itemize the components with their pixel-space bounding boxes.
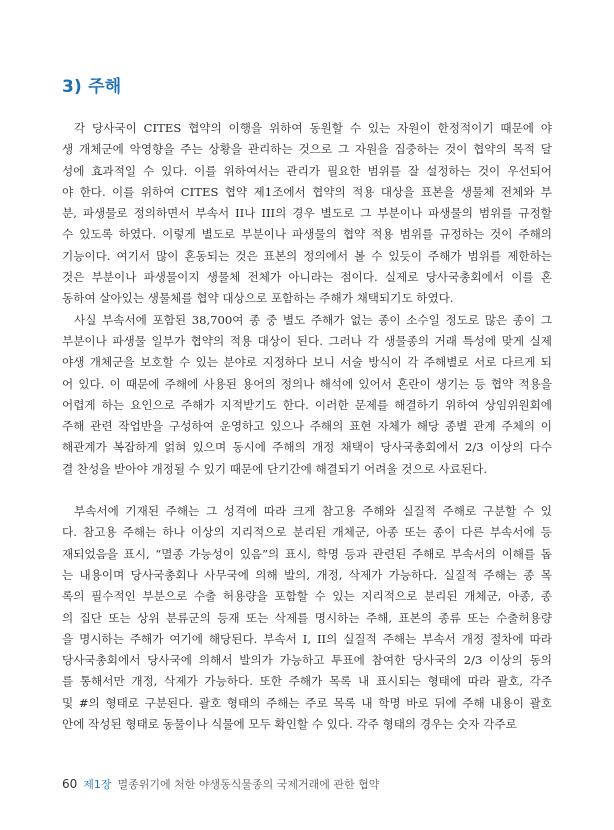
text-line: 을 명시하는 주해가 여기에 해당된다. 부속서 I, II의 실질적 주해는 부속서 개정 절차에 따라 (62, 631, 552, 646)
text-line: 수 있도록 하였다. 이렇게 별도로 부분이나 파생물의 협약 적용 범위를 규정하는 것이 주해의 (62, 227, 552, 242)
text-line: 사실 부속서에 포함된 38,700여 종 중 별도 주해가 없는 종이 소수일 정도로 많은 종이 그 (74, 312, 552, 327)
text-line: 기능이다. 여기서 많이 혼동되는 것은 표본의 정의에서 볼 수 있듯이 주해가 범위를 제한하는 (62, 248, 552, 263)
text-line: 야생 개체군을 보호할 수 있는 분야로 지정하다 보니 서술 방식이 각 주해별로 서로 다르게 되 (62, 355, 552, 370)
text-line: 생 개체군에 악영향을 주는 상황을 관리하는 것으로 그 자원을 집중하는 것이 협약의 목적 달 (62, 142, 552, 157)
text-line: 재되었음을 표시, “멸종 가능성이 있음”의 표시, 학명 등과 관련된 주해로 부속서의 이해를 돕 (62, 546, 552, 561)
text-line: 당사국총회에서 당사국에 의해서 발의가 가능하고 투표에 참여한 당사국의 2/3 이상의 동의 (62, 653, 552, 668)
text-line: 어렵게 하는 요인으로 주해가 지적받기도 한다. 이러한 문제를 해결하기 위하여 상임위원회에 (62, 397, 552, 412)
text-line: 다. 참고용 주해는 하나 이상의 지리적으로 분리된 개체군, 아종 또는 종이 다른 부속서에 등 (62, 525, 552, 540)
text-line: 안에 작성된 형태로 동물이나 식물에 모두 확인할 수 있다. 각주 형태의 경우는 숫자 각주로 (62, 717, 517, 732)
page-number: 60 (62, 777, 78, 791)
text-line: 분, 파생물로 정의하면서 부속서 II나 III의 경우 별도로 그 부분이나 파생물의 범위를 규정할 (62, 206, 552, 221)
text-line: 를 통해서만 개정, 삭제가 가능하다. 또한 주해가 목록 내 표시되는 형태에 따라 괄호, 각주 (62, 674, 552, 689)
text-line: 동하여 살아있는 생물체를 협약 대상으로 포함하는 주해가 채택되기도 하였다. (62, 291, 454, 306)
paragraph-gap (62, 480, 552, 501)
page-footer (62, 776, 379, 792)
paragraph-3 (62, 501, 552, 735)
text-line: 성에 효과적일 수 있다. 이를 위하여서는 관리가 필요한 범위를 잘 설정하는 것이 우선되어 (62, 163, 552, 178)
text-line: 주해 관련 작업반을 구성하여 운영하고 있으나 주해의 표현 자체가 해당 종별 관계 주체의 이 (62, 419, 552, 434)
text-line: 야 한다. 이를 위하여 CITES 협약 제1조에서 협약의 적용 대상을 표본을 생물체 전체와 부 (62, 184, 552, 199)
text-line: 록의 필수적인 부분으로 수출 허용량을 포함할 수 있는 지리적으로 분리된 개체군, 아종, 종 (62, 589, 552, 604)
text-line: 부속서에 기재된 주해는 그 성격에 따라 크게 참고용 주해와 실질적 주해로 구분할 수 있 (74, 504, 552, 519)
text-line: 의 집단 또는 상위 분류군의 등재 또는 삭제를 명시하는 주해, 표본의 종류 또는 수출허용량 (62, 610, 552, 625)
text-line: 결 찬성을 받아야 개정될 수 있기 때문에 단기간에 해결되기 어려울 것으로 사료된다. (62, 461, 488, 476)
text-line: 는 내용이며 당사국총회나 사무국에 의해 발의, 개정, 삭제가 가능하다. 실질적 주해는 종 목 (62, 567, 552, 582)
chapter-title: 멸종위기에 처한 야생동식물종의 국제거래에 관한 협약 (117, 778, 380, 791)
text-line: 및 #의 형태로 구분된다. 괄호 형태의 주해는 주로 목록 내 학명 바로 뒤에 주해 내용이 괄호 (62, 695, 552, 710)
text-line: 것은 부분이나 파생물이지 생물체 전체가 아니라는 점이다. 실제로 당사국총회에서 이를 혼 (62, 270, 552, 285)
text-line: 어 있다. 이 때문에 주해에 사용된 용어의 정의나 해석에 있어서 혼란이 생기는 등 협약 적용을 (62, 376, 552, 391)
paragraph-1 (62, 118, 552, 310)
body-text (62, 118, 552, 735)
text-line: 부분이나 파생물 일부가 협약의 적용 대상이 된다. 그러나 각 생물종의 거래 특성에 맞게 실제 (62, 333, 552, 348)
text-line: 각 당사국이 CITES 협약의 이행을 위하여 동원할 수 있는 자원이 한정적이기 때문에 야 (74, 121, 552, 135)
text-line: 해관계가 복잡하게 얽혀 있으며 동시에 주해의 개정 채택이 당사국총회에서 2/3 이상의 다수 (62, 440, 552, 455)
section-heading: 3) 주해 (62, 77, 122, 97)
chapter-label: 제1장 (83, 778, 112, 791)
paragraph-2 (62, 310, 552, 480)
